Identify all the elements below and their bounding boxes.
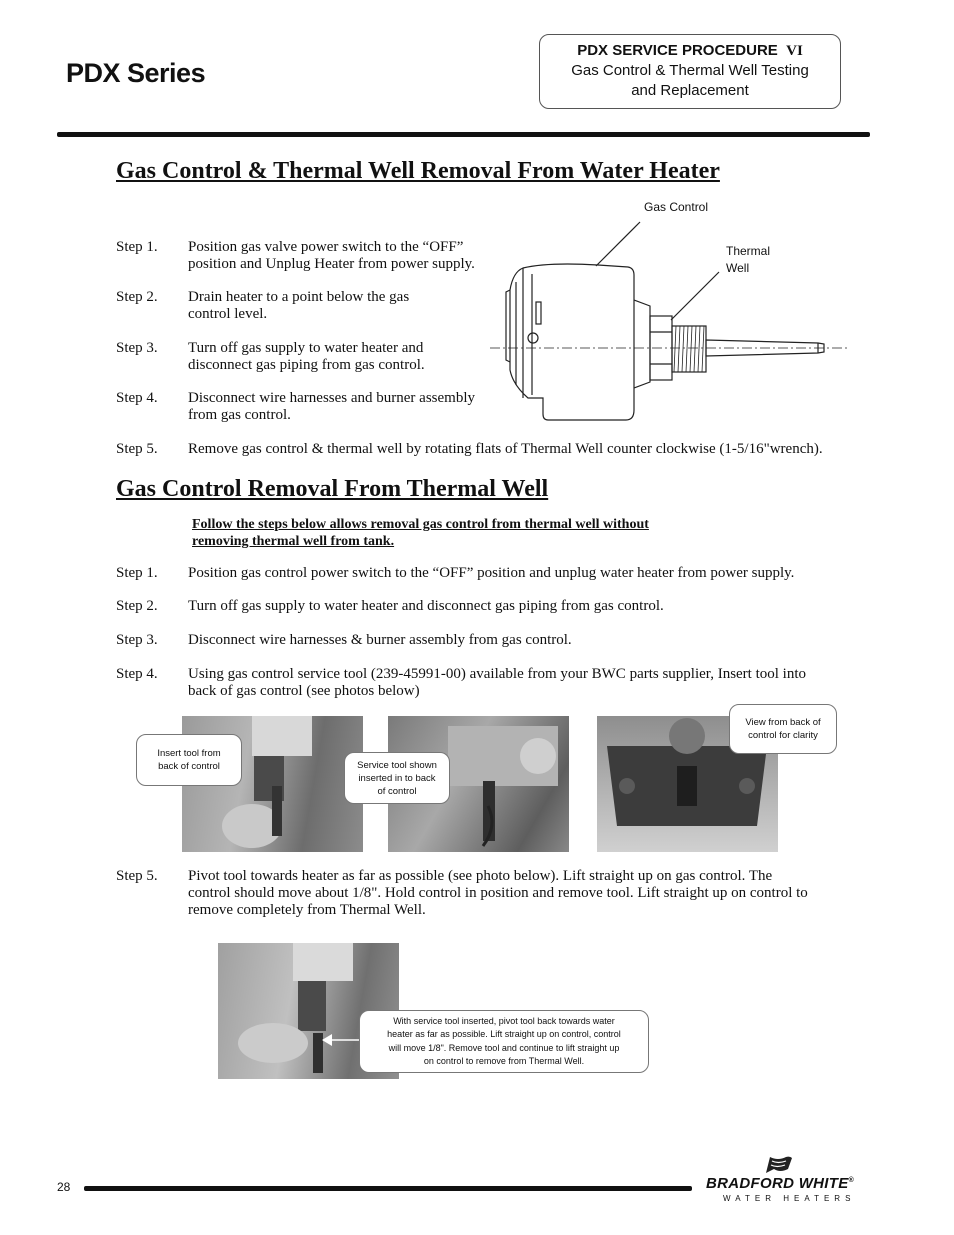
section2-note: Follow the steps below allows removal gas control from thermal well without removing thermal well from tank. <box>192 517 649 549</box>
s1-step4-label: Step 4. <box>116 390 158 406</box>
callout-tool-shown: Service tool shown inserted in to back of control <box>344 752 450 804</box>
section1-heading: Gas Control & Thermal Well Removal From Water Heater <box>116 158 720 184</box>
flag-logo-icon <box>764 1155 794 1175</box>
s2-step4-text: Using gas control service tool (239-45991-00) available from your BWC parts supplier, Insert tool into back of gas control (see photos below) <box>188 666 807 699</box>
s2-step1-text: Position gas control power switch to the “OFF” position and unplug water heater from power supply. <box>188 565 795 581</box>
gas-control-diagram <box>488 210 850 435</box>
s1-step1-label: Step 1. <box>116 239 158 255</box>
s1-step1-text: Position gas valve power switch to the “OFF” position and Unplug Heater from power supply. <box>188 239 475 272</box>
procedure-subtitle-1: Gas Control & Thermal Well Testing <box>571 62 809 79</box>
procedure-box <box>539 34 841 109</box>
procedure-label-line <box>540 41 840 61</box>
s2-step1-label: Step 1. <box>116 565 158 581</box>
s1-step4-text: Disconnect wire harnesses and burner assembly from gas control. <box>188 390 475 423</box>
procedure-number: VI <box>786 43 803 59</box>
thermal-well-threads <box>672 326 706 372</box>
procedure-label: PDX SERVICE PROCEDURE <box>577 42 778 59</box>
header-divider <box>57 132 870 137</box>
gas-control-leader <box>596 222 640 266</box>
s2-step3-text: Disconnect wire harnesses & burner assembly from gas control. <box>188 632 572 648</box>
gas-control-body <box>510 264 634 420</box>
callout-pivot: With service tool inserted, pivot tool back towards water heater as far as possible. Lift straight up on control, control will move 1/8". Remove tool and continue to lift straight up on control to remove from Thermal Well. <box>359 1010 649 1073</box>
s2-step2-label: Step 2. <box>116 598 158 614</box>
callout-insert-tool: Insert tool from back of control <box>136 734 242 786</box>
s1-step2-label: Step 2. <box>116 289 158 305</box>
callout-back-view: View from back of control for clarity <box>729 704 837 754</box>
s2-step5-label: Step 5. <box>116 868 158 884</box>
brand-tagline: WATER HEATERS <box>723 1194 856 1203</box>
thermal-well-label: Thermal Well <box>726 244 771 275</box>
page-number: 28 <box>57 1180 71 1194</box>
s1-step5-label: Step 5. <box>116 441 158 457</box>
series-title: PDX Series <box>66 58 206 88</box>
s2-step2-text: Turn off gas supply to water heater and disconnect gas piping from gas control. <box>188 598 664 614</box>
s2-step5-text: Pivot tool towards heater as far as possible (see photo below). Lift straight up on gas control. The control should move about 1/8". Hold control in position and remove tool. Lift straight up on control to remove completely from Thermal Well. <box>188 868 808 918</box>
s1-step3-text: Turn off gas supply to water heater and disconnect gas piping from gas control. <box>188 340 425 373</box>
gas-control-label: Gas Control <box>644 200 709 214</box>
footer-divider <box>84 1186 692 1191</box>
section2-heading: Gas Control Removal From Thermal Well <box>116 476 549 502</box>
brand-logo: BRADFORD WHITE® <box>706 1175 854 1192</box>
thermal-well-leader <box>671 272 719 320</box>
procedure-subtitle-2: and Replacement <box>631 82 749 99</box>
s1-step3-label: Step 3. <box>116 340 158 356</box>
s2-step4-label: Step 4. <box>116 666 158 682</box>
s2-step3-label: Step 3. <box>116 632 158 648</box>
s1-step5-text: Remove gas control & thermal well by rotating flats of Thermal Well counter clockwise (1-5/16"wrench). <box>188 441 823 457</box>
s1-step2-text: Drain heater to a point below the gas control level. <box>188 289 410 322</box>
